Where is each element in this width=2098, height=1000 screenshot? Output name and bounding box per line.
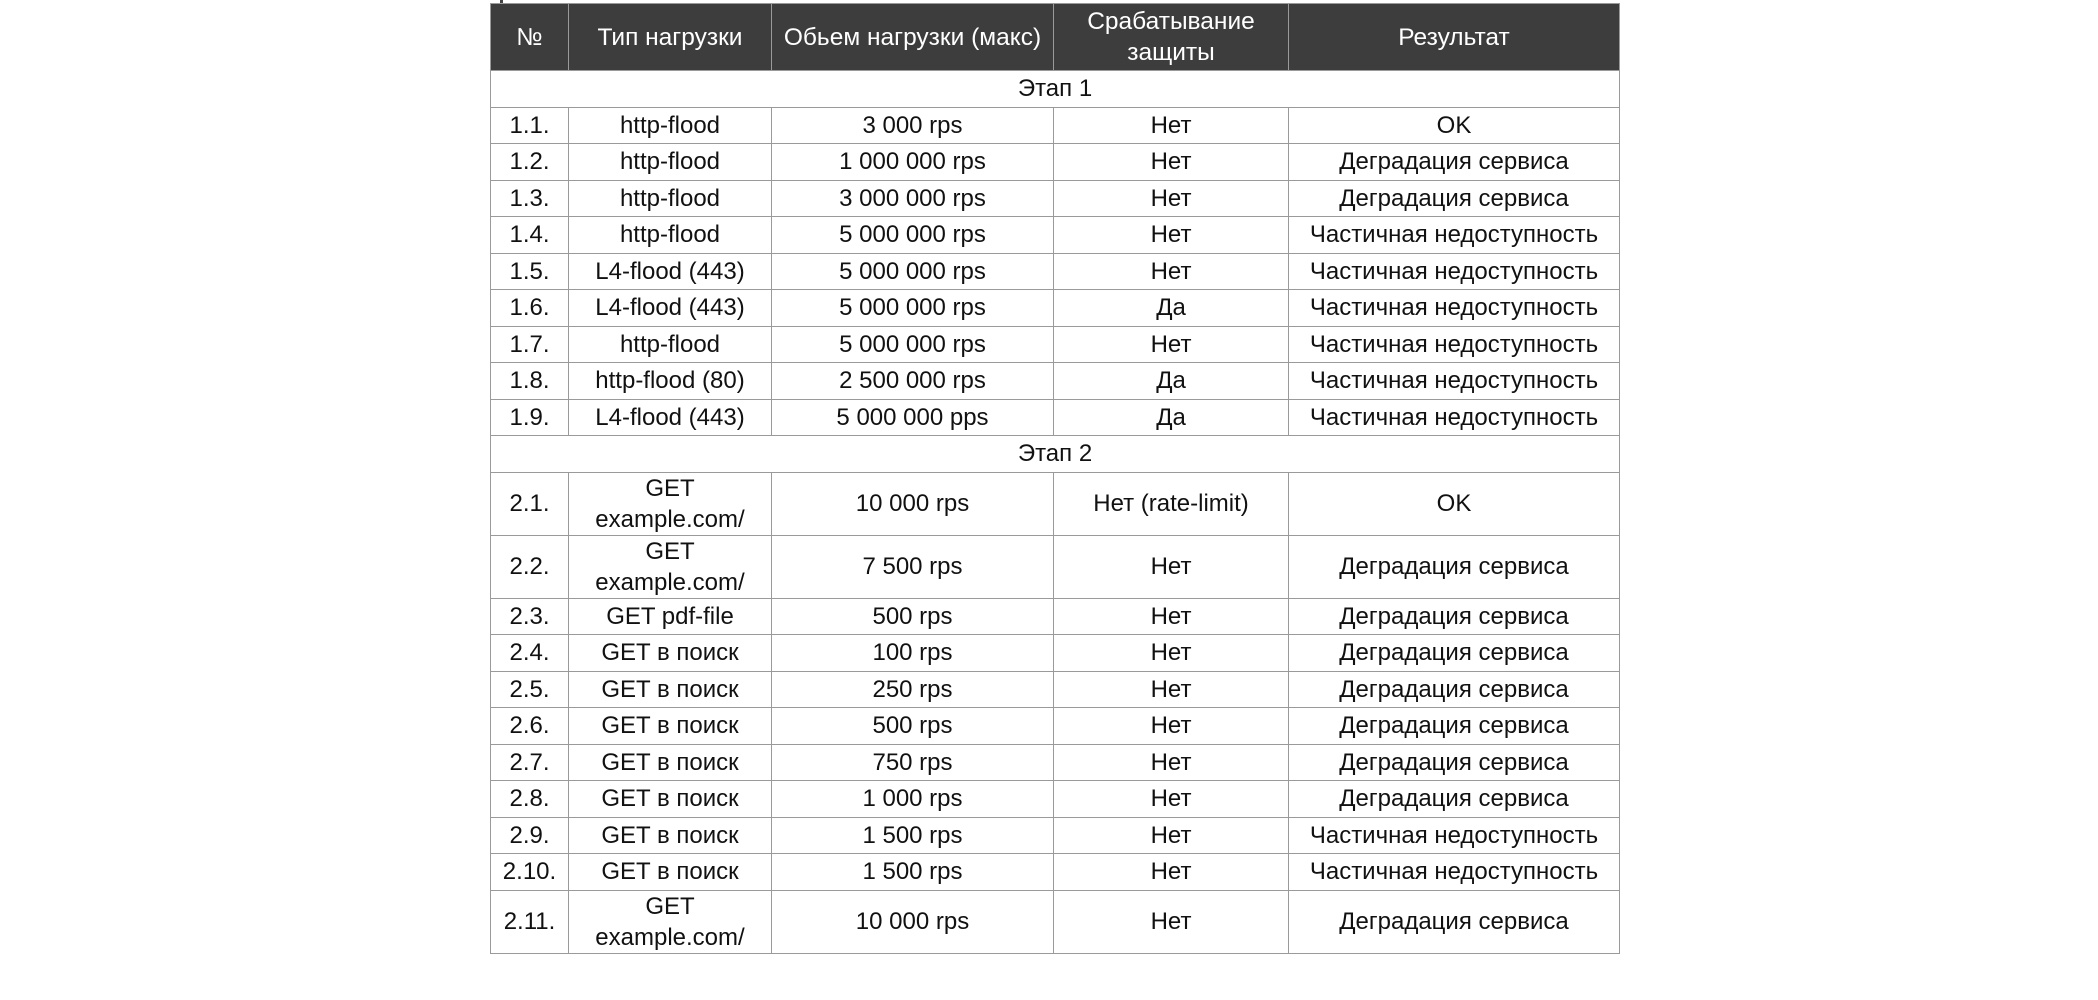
cell-num: 1.1. xyxy=(491,107,569,144)
table-row xyxy=(491,854,1620,891)
table-row xyxy=(491,217,1620,254)
cell-load-type: GET example.com/ xyxy=(569,890,772,953)
cell-num: 2.3. xyxy=(491,598,569,635)
table-row xyxy=(491,290,1620,327)
cell-load-volume: 250 rps xyxy=(772,671,1054,708)
cell-load-volume: 5 000 000 rps xyxy=(772,217,1054,254)
cell-protection-triggered: Да xyxy=(1054,399,1289,436)
table-row xyxy=(491,326,1620,363)
cell-result: Деградация сервиса xyxy=(1289,535,1620,598)
cell-result: Частичная недоступность xyxy=(1289,217,1620,254)
cell-protection-triggered: Нет xyxy=(1054,217,1289,254)
cell-protection-triggered: Нет xyxy=(1054,635,1289,672)
cell-load-type: GET в поиск xyxy=(569,744,772,781)
header-protection-triggered: Срабатывание защиты xyxy=(1054,4,1289,71)
table-row xyxy=(491,399,1620,436)
cell-num: 1.9. xyxy=(491,399,569,436)
table-row xyxy=(491,107,1620,144)
table-row xyxy=(491,180,1620,217)
cell-result: Деградация сервиса xyxy=(1289,708,1620,745)
cell-load-volume: 1 500 rps xyxy=(772,854,1054,891)
cell-result: OK xyxy=(1289,472,1620,535)
cell-result: Деградация сервиса xyxy=(1289,671,1620,708)
cell-result: Частичная недоступность xyxy=(1289,399,1620,436)
cell-protection-triggered: Нет (rate-limit) xyxy=(1054,472,1289,535)
cell-result: Деградация сервиса xyxy=(1289,635,1620,672)
header-result: Результат xyxy=(1289,4,1620,71)
cell-load-type: GET в поиск xyxy=(569,635,772,672)
cell-load-type: GET в поиск xyxy=(569,671,772,708)
cell-protection-triggered: Нет xyxy=(1054,535,1289,598)
header-row xyxy=(491,4,1620,71)
cell-protection-triggered: Нет xyxy=(1054,144,1289,181)
cell-load-volume: 10 000 rps xyxy=(772,472,1054,535)
header-num: № xyxy=(491,4,569,71)
cell-load-volume: 7 500 rps xyxy=(772,535,1054,598)
cell-load-type: GET в поиск xyxy=(569,708,772,745)
cell-protection-triggered: Нет xyxy=(1054,708,1289,745)
cell-load-volume: 1 000 000 rps xyxy=(772,144,1054,181)
cell-load-volume: 750 rps xyxy=(772,744,1054,781)
cell-protection-triggered: Нет xyxy=(1054,744,1289,781)
cell-num: 1.3. xyxy=(491,180,569,217)
table-row xyxy=(491,890,1620,953)
cell-load-type: L4-flood (443) xyxy=(569,290,772,327)
table-body xyxy=(491,71,1620,954)
table-row xyxy=(491,472,1620,535)
table-row xyxy=(491,671,1620,708)
stage-title: Этап 1 xyxy=(491,71,1620,108)
cell-num: 2.10. xyxy=(491,854,569,891)
cell-protection-triggered: Нет xyxy=(1054,107,1289,144)
cell-load-type: http-flood xyxy=(569,217,772,254)
cell-result: Частичная недоступность xyxy=(1289,290,1620,327)
cell-load-volume: 2 500 000 rps xyxy=(772,363,1054,400)
table-row xyxy=(491,781,1620,818)
cell-result: Частичная недоступность xyxy=(1289,817,1620,854)
cell-protection-triggered: Нет xyxy=(1054,671,1289,708)
table-row xyxy=(491,635,1620,672)
table-row xyxy=(491,363,1620,400)
cell-load-type: http-flood xyxy=(569,180,772,217)
load-test-results-table xyxy=(490,3,1620,954)
cell-load-type: L4-flood (443) xyxy=(569,253,772,290)
cell-num: 1.4. xyxy=(491,217,569,254)
cell-num: 2.8. xyxy=(491,781,569,818)
cell-protection-triggered: Нет xyxy=(1054,180,1289,217)
cell-result: Деградация сервиса xyxy=(1289,180,1620,217)
cell-num: 2.7. xyxy=(491,744,569,781)
cell-load-type: GET в поиск xyxy=(569,854,772,891)
cell-load-type: GET example.com/ xyxy=(569,535,772,598)
cell-load-volume: 500 rps xyxy=(772,598,1054,635)
cell-protection-triggered: Нет xyxy=(1054,817,1289,854)
cell-num: 1.7. xyxy=(491,326,569,363)
table-row xyxy=(491,144,1620,181)
cell-load-type: L4-flood (443) xyxy=(569,399,772,436)
cell-protection-triggered: Да xyxy=(1054,290,1289,327)
cell-load-type: GET pdf-file xyxy=(569,598,772,635)
cell-protection-triggered: Нет xyxy=(1054,890,1289,953)
cell-load-type: http-flood xyxy=(569,326,772,363)
cell-load-volume: 5 000 000 rps xyxy=(772,253,1054,290)
cell-num: 1.5. xyxy=(491,253,569,290)
table-row xyxy=(491,598,1620,635)
cell-protection-triggered: Нет xyxy=(1054,253,1289,290)
cell-load-volume: 1 000 rps xyxy=(772,781,1054,818)
cell-load-volume: 10 000 rps xyxy=(772,890,1054,953)
cell-result: Деградация сервиса xyxy=(1289,781,1620,818)
table-header xyxy=(491,4,1620,71)
cell-num: 2.5. xyxy=(491,671,569,708)
table-row xyxy=(491,744,1620,781)
cell-load-volume: 3 000 rps xyxy=(772,107,1054,144)
table-row xyxy=(491,535,1620,598)
table-row xyxy=(491,708,1620,745)
stage-row xyxy=(491,436,1620,473)
cell-result: Деградация сервиса xyxy=(1289,744,1620,781)
cell-load-type: GET example.com/ xyxy=(569,472,772,535)
cell-protection-triggered: Нет xyxy=(1054,598,1289,635)
cell-protection-triggered: Нет xyxy=(1054,781,1289,818)
cell-num: 2.11. xyxy=(491,890,569,953)
cell-num: 2.4. xyxy=(491,635,569,672)
cell-load-type: http-flood xyxy=(569,144,772,181)
cell-result: Частичная недоступность xyxy=(1289,854,1620,891)
cell-load-volume: 1 500 rps xyxy=(772,817,1054,854)
cell-result: Частичная недоступность xyxy=(1289,253,1620,290)
cell-load-volume: 100 rps xyxy=(772,635,1054,672)
cell-num: 1.8. xyxy=(491,363,569,400)
cell-num: 2.1. xyxy=(491,472,569,535)
cell-load-volume: 5 000 000 rps xyxy=(772,326,1054,363)
cell-result: Частичная недоступность xyxy=(1289,326,1620,363)
cell-result: Деградация сервиса xyxy=(1289,598,1620,635)
cell-num: 2.6. xyxy=(491,708,569,745)
cell-result: Частичная недоступность xyxy=(1289,363,1620,400)
cell-load-type: http-flood (80) xyxy=(569,363,772,400)
header-load-type: Тип нагрузки xyxy=(569,4,772,71)
cell-num: 1.6. xyxy=(491,290,569,327)
cell-result: Деградация сервиса xyxy=(1289,890,1620,953)
cell-load-type: GET в поиск xyxy=(569,781,772,818)
cell-load-volume: 3 000 000 rps xyxy=(772,180,1054,217)
cell-load-volume: 5 000 000 rps xyxy=(772,290,1054,327)
stage-title: Этап 2 xyxy=(491,436,1620,473)
table-row xyxy=(491,253,1620,290)
stage-row xyxy=(491,71,1620,108)
cell-num: 1.2. xyxy=(491,144,569,181)
cell-num: 2.2. xyxy=(491,535,569,598)
cell-protection-triggered: Да xyxy=(1054,363,1289,400)
table-row xyxy=(491,817,1620,854)
cell-load-volume: 500 rps xyxy=(772,708,1054,745)
cell-load-type: GET в поиск xyxy=(569,817,772,854)
header-load-volume: Обьем нагрузки (макс) xyxy=(772,4,1054,71)
cell-result: OK xyxy=(1289,107,1620,144)
cell-num: 2.9. xyxy=(491,817,569,854)
cell-protection-triggered: Нет xyxy=(1054,326,1289,363)
cell-result: Деградация сервиса xyxy=(1289,144,1620,181)
cell-protection-triggered: Нет xyxy=(1054,854,1289,891)
cell-load-volume: 5 000 000 pps xyxy=(772,399,1054,436)
cell-load-type: http-flood xyxy=(569,107,772,144)
